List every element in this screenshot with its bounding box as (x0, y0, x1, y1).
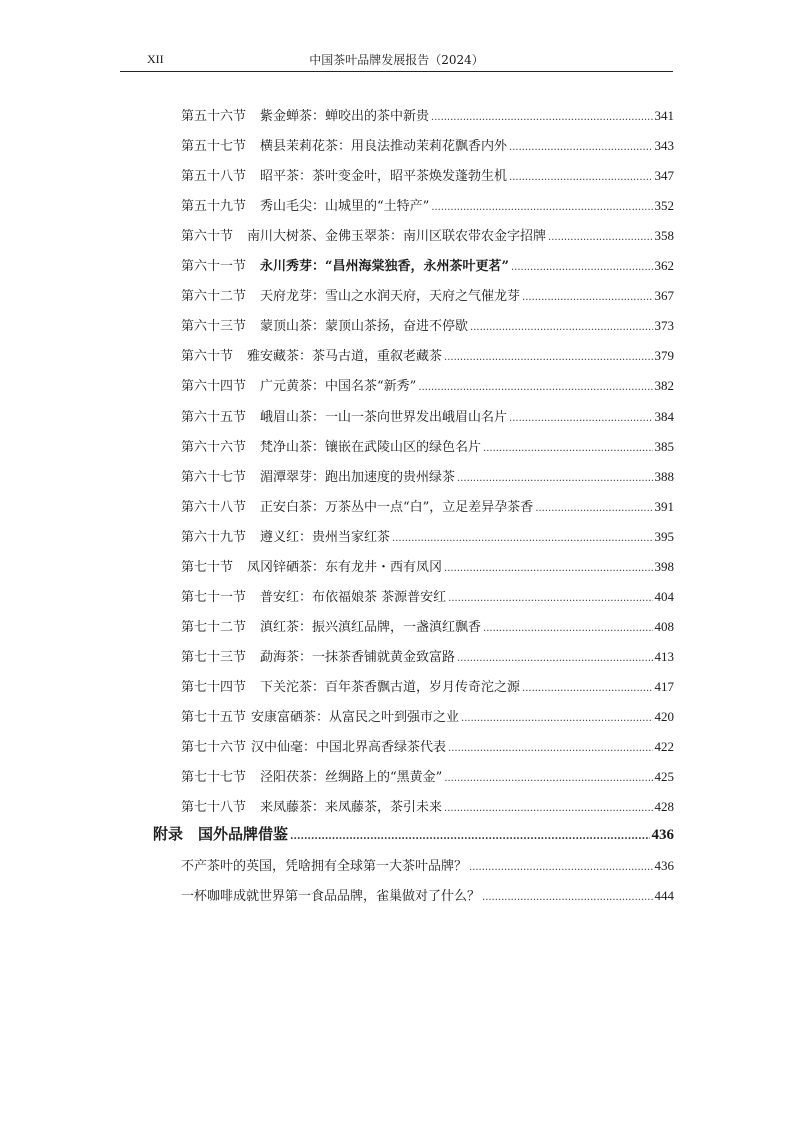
section-number: 第六十二节 (181, 289, 247, 304)
toc-entry-label (181, 500, 533, 516)
page-ref: 384 (654, 409, 674, 424)
toc-entry-label (181, 139, 507, 155)
toc-entry[interactable] (181, 348, 674, 366)
page-ref: 408 (654, 619, 674, 634)
page-ref: 391 (654, 499, 674, 514)
toc-entry[interactable] (181, 559, 674, 577)
section-title: 广元黄茶：中国名茶“新秀” (260, 379, 417, 394)
dot-leader (444, 349, 652, 366)
toc-entry-label (181, 560, 442, 576)
dot-leader (457, 470, 652, 487)
section-title: 来凤藤茶：来凤藤茶，茶引未来 (260, 800, 443, 815)
section-number: 第七十二节 (181, 620, 247, 635)
section-title: 凤冈锌硒茶：东有龙井・西有凤冈 (247, 560, 443, 575)
book-title: 中国茶叶品牌发展报告（2024） (309, 53, 484, 67)
section-title: 普安红：布依福娘茶 茶源普安红 (260, 590, 447, 605)
toc-entry[interactable] (181, 589, 674, 607)
section-title: 永川秀芽：“昌州海棠独香，永州茶叶更茗” (260, 259, 509, 274)
dot-leader (461, 710, 652, 727)
section-number: 第七十一节 (181, 590, 247, 605)
dot-leader (469, 859, 652, 876)
page-ref: 362 (654, 258, 674, 273)
section-number: 第六十九节 (181, 530, 247, 545)
toc-entry[interactable] (181, 679, 674, 697)
toc-entry[interactable] (181, 439, 674, 457)
section-title: 汉中仙毫：中国北界高香绿茶代表 (251, 740, 447, 755)
page-ref: 404 (654, 589, 674, 604)
toc-entry[interactable] (181, 228, 674, 246)
section-title: 遵义红：贵州当家红茶 (260, 530, 391, 545)
section-title: 昭平茶：茶叶变金叶，昭平茶焕发蓬勃生机 (260, 169, 508, 184)
toc-entry[interactable] (181, 378, 674, 396)
page-ref: 379 (654, 348, 674, 363)
dot-leader (448, 740, 652, 757)
toc-entry[interactable] (181, 709, 674, 727)
toc-entry[interactable] (181, 469, 674, 487)
dot-leader (392, 530, 652, 547)
dot-leader (290, 828, 649, 845)
toc-entry[interactable] (181, 499, 674, 517)
page-ref: 413 (654, 649, 674, 664)
appendix-heading[interactable] (153, 826, 674, 845)
section-number: 第五十六节 (181, 109, 247, 124)
section-title: 正安白茶：万茶丛中一点“白”，立足差异孕茶香 (260, 500, 534, 515)
toc-entry[interactable] (181, 649, 674, 667)
section-number: 第五十八节 (181, 169, 247, 184)
toc-entry-label (181, 319, 468, 335)
page-ref: 420 (654, 709, 674, 724)
dot-leader (431, 199, 652, 216)
section-title: 湄潭翠芽：跑出加速度的贵州绿茶 (260, 470, 456, 485)
toc-entry[interactable] (181, 769, 674, 787)
section-number: 第七十三节 (181, 650, 247, 665)
page-number: XII (147, 52, 164, 66)
toc-entry-label (181, 410, 507, 426)
page-ref: 373 (654, 318, 674, 333)
section-number: 第七十七节 (181, 770, 247, 785)
section-number: 第六十一节 (181, 259, 247, 274)
section-number: 第六十节 (181, 349, 234, 364)
page-ref: 352 (654, 198, 674, 213)
section-number: 第七十节 (181, 560, 234, 575)
toc-entry-label (181, 620, 481, 636)
section-title: 天府龙芽：雪山之水润天府，天府之气催龙芽 (260, 289, 521, 304)
toc-entry-label (181, 199, 429, 215)
dot-leader (444, 770, 652, 787)
toc-entry-label (181, 770, 442, 786)
dot-leader (509, 139, 652, 156)
section-title: 南川大树茶、金佛玉翠茶：南川区联农带农金字招牌 (247, 229, 547, 244)
toc-entry[interactable] (181, 198, 674, 216)
section-number: 第六十节 (181, 229, 234, 244)
section-title: 梵净山茶：镶嵌在武陵山区的绿色名片 (260, 440, 482, 455)
toc-entry-label (181, 169, 507, 185)
dot-leader (509, 410, 652, 427)
dot-leader (444, 800, 652, 817)
dot-leader (522, 680, 652, 697)
toc-entry[interactable] (181, 619, 674, 637)
toc-entry-label (181, 740, 446, 756)
toc-entry[interactable] (181, 168, 674, 186)
section-number: 第六十八节 (181, 500, 247, 515)
page-ref: 422 (654, 739, 674, 754)
appendix-entry-title: 一杯咖啡成就世界第一食品品牌，雀巢做对了什么？ (181, 889, 481, 904)
toc-entry-label (181, 590, 446, 606)
dot-leader (509, 169, 652, 186)
toc-entry-label (181, 229, 546, 245)
section-title: 勐海茶：一抹茶香铺就黄金致富路 (260, 650, 456, 665)
page-ref: 343 (654, 138, 674, 153)
section-number: 第六十六节 (181, 440, 247, 455)
toc-entry[interactable] (181, 529, 674, 547)
toc-entry-label (181, 710, 459, 726)
section-number: 第七十六节 (181, 740, 247, 755)
dot-leader (548, 229, 652, 246)
toc-entry[interactable] (181, 409, 674, 427)
toc-entry-label (181, 259, 509, 275)
toc-entry[interactable] (181, 739, 674, 757)
section-title: 滇红茶：振兴滇红品牌，一盏滇红飘香 (260, 620, 482, 635)
toc-entry-label (181, 289, 520, 305)
section-title: 下关沱茶：百年茶香飘古道，岁月传奇沱之源 (260, 680, 521, 695)
page-ref: 382 (654, 378, 674, 393)
page-ref: 428 (654, 799, 674, 814)
section-title: 蒙顶山茶：蒙顶山茶扬，奋进不停歇 (260, 319, 469, 334)
toc-entry[interactable] (181, 799, 674, 817)
toc-entry-label (181, 680, 520, 696)
section-number: 第六十三节 (181, 319, 247, 334)
section-number: 第五十七节 (181, 139, 247, 154)
appendix-entry[interactable] (181, 858, 674, 876)
page-ref: 358 (654, 228, 674, 243)
dot-leader (431, 109, 652, 126)
dot-leader (482, 889, 652, 906)
section-title: 紫金蝉茶：蝉咬出的茶中新贵 (260, 109, 430, 124)
section-number: 第六十七节 (181, 470, 247, 485)
toc-entry[interactable] (181, 138, 674, 156)
section-title: 泾阳茯茶：丝绸路上的“黑黄金” (260, 770, 443, 785)
section-number: 第七十五节 (181, 710, 247, 725)
toc-entry-label (181, 379, 416, 395)
page-ref: 436 (654, 858, 674, 873)
section-number: 第七十四节 (181, 680, 247, 695)
running-header (120, 50, 673, 72)
toc-entry-label (181, 530, 390, 546)
dot-leader (535, 500, 652, 517)
toc-entry[interactable] (181, 288, 674, 306)
page-ref: 444 (654, 888, 674, 903)
dot-leader (457, 650, 652, 667)
appendix-label: 附录 国外品牌借鉴 (153, 825, 289, 843)
dot-leader (483, 620, 652, 637)
toc-entry-label (181, 470, 455, 486)
section-title: 峨眉山茶：一山一茶向世界发出峨眉山名片 (260, 410, 508, 425)
toc-entry-label (181, 650, 455, 666)
section-title: 雅安藏茶：茶马古道，重叙老藏茶 (247, 349, 443, 364)
section-title: 秀山毛尖：山城里的“土特产” (260, 199, 430, 214)
dot-leader (483, 440, 652, 457)
section-number: 第五十九节 (181, 199, 247, 214)
section-number: 第六十四节 (181, 379, 247, 394)
toc-entry-label (181, 440, 481, 456)
page-ref: 398 (654, 559, 674, 574)
appendix-entry[interactable] (181, 888, 674, 906)
dot-leader (511, 259, 653, 276)
page-ref: 385 (654, 439, 674, 454)
page-ref: 347 (654, 168, 674, 183)
toc-entry[interactable] (181, 318, 674, 336)
dot-leader (444, 560, 652, 577)
toc-entry[interactable] (181, 258, 674, 276)
dot-leader (418, 379, 652, 396)
appendix-entry-title: 不产茶叶的英国，凭啥拥有全球第一大茶叶品牌？ (181, 859, 468, 874)
page-ref: 425 (654, 769, 674, 784)
dot-leader (470, 319, 652, 336)
page-ref: 436 (651, 827, 674, 843)
toc-entry[interactable] (181, 108, 674, 126)
page-ref: 341 (654, 108, 674, 123)
dot-leader (522, 289, 652, 306)
page-ref: 388 (654, 469, 674, 484)
page-ref: 417 (654, 679, 674, 694)
toc-entry-label (181, 800, 442, 816)
page-ref: 367 (654, 288, 674, 303)
section-title: 安康富硒茶：从富民之叶到强市之业 (251, 710, 460, 725)
toc-entry-label (181, 349, 442, 365)
toc-entry-label (181, 109, 429, 125)
section-number: 第六十五节 (181, 410, 247, 425)
section-title: 横县茉莉花茶：用良法推动茉莉花飘香内外 (260, 139, 508, 154)
page-ref: 395 (654, 529, 674, 544)
section-number: 第七十八节 (181, 800, 247, 815)
dot-leader (448, 590, 652, 607)
